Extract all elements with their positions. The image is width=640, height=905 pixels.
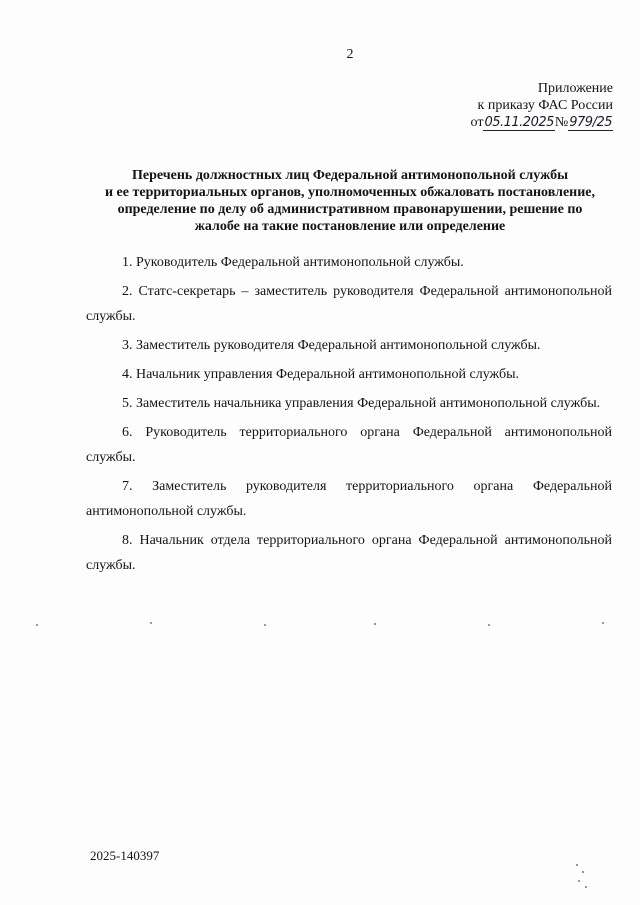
list-item: 7. Заместитель руководителя территориального органа Федеральной антимонопольной службы. xyxy=(86,479,612,519)
appendix-label: Приложение xyxy=(537,81,613,96)
list-item: 6. Руководитель территориального органа Федеральной антимонопольной службы. xyxy=(86,425,612,465)
order-date-handwritten: 05.11.2025 xyxy=(484,115,554,130)
order-prefix: от xyxy=(470,115,484,130)
list-item: 2. Статс-секретарь – заместитель руководителя Федеральной антимонопольной службы. xyxy=(86,284,612,324)
scan-artifact-dots xyxy=(36,618,626,630)
title-line-1: Перечень должностных лиц Федеральной антимонопольной службы xyxy=(131,168,568,183)
scan-dot xyxy=(585,886,587,888)
scan-dot xyxy=(488,624,490,626)
appendix-order-details xyxy=(471,114,613,131)
appendix-order-reference: к приказу ФАС России xyxy=(477,98,613,113)
order-number-handwritten: 979/25 xyxy=(569,115,612,130)
scan-dot xyxy=(150,622,152,624)
list-item: 5. Заместитель начальника управления Федеральной антимонопольной службы. xyxy=(122,396,601,411)
order-number-sign: № xyxy=(554,115,569,130)
scan-dot xyxy=(264,624,266,626)
officials-list xyxy=(86,250,612,582)
document-registration-number: 2025-140397 xyxy=(90,848,160,863)
scan-dot xyxy=(582,871,584,873)
title-line-4: жалобе на такие постановление или определение xyxy=(194,219,506,234)
scan-dot xyxy=(602,622,604,624)
scan-dot xyxy=(576,864,578,866)
list-item: 1. Руководитель Федеральной антимонопольной службы. xyxy=(122,255,464,270)
list-item: 8. Начальник отдела территориального органа Федеральной антимонопольной службы. xyxy=(86,533,612,573)
scan-dot xyxy=(36,624,38,626)
list-item: 4. Начальник управления Федеральной антимонопольной службы. xyxy=(122,367,520,382)
document-title xyxy=(90,167,610,235)
scan-dot xyxy=(374,623,376,625)
scan-artifact-specks xyxy=(572,862,592,892)
scan-dot xyxy=(578,880,580,882)
appendix-header xyxy=(471,80,613,131)
list-item: 3. Заместитель руководителя Федеральной антимонопольной службы. xyxy=(122,338,541,353)
title-line-3: определение по делу об административном правонарушении, решение по xyxy=(117,202,583,217)
title-line-2: и ее территориальных органов, уполномоченных обжаловать постановление, xyxy=(104,185,595,200)
page-number: 2 xyxy=(346,47,354,62)
